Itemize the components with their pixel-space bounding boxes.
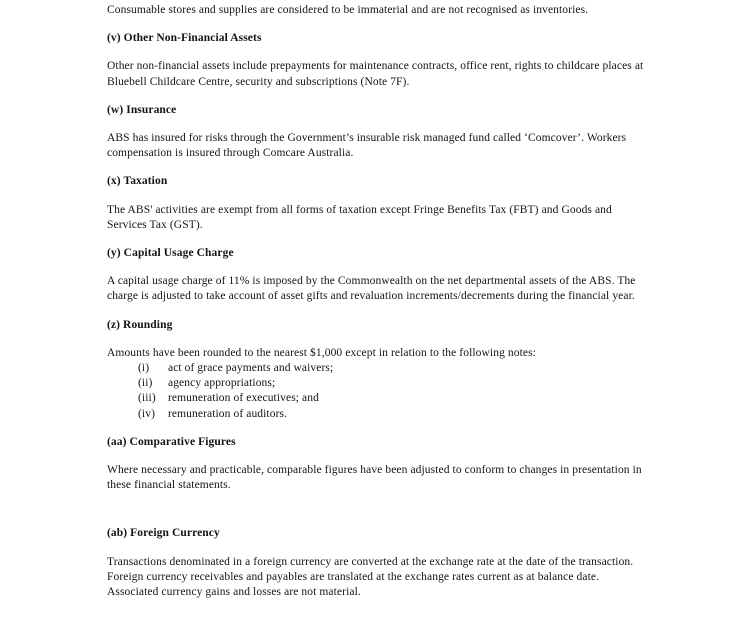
paragraph-rounding: Amounts have been rounded to the nearest $1,000 except in relation to the following notes: [107, 346, 536, 359]
section-heading-foreign-currency: (ab) Foreign Currency [107, 527, 220, 540]
section-heading-other-non-financial-assets: (v) Other Non-Financial Assets [107, 32, 262, 45]
paragraph-comparative-figures: Where necessary and practicable, comparable figures have been adjusted to conform to changes in presentation in these financial statements. [107, 464, 642, 492]
list-item-marker: (iii) [138, 392, 156, 405]
list-item [107, 376, 644, 391]
paragraph-other-non-financial-assets: Other non-financial assets include prepayments for maintenance contracts, office rent, rights to childcare places at Bluebell Childcare Centre, security and subscriptions (Note 7F). [107, 60, 644, 88]
section-heading-taxation: (x) Taxation [107, 175, 168, 188]
list-item-text: remuneration of auditors. [168, 407, 288, 420]
list-item-marker: (ii) [138, 377, 153, 390]
list-item-text: agency appropriations; [168, 377, 276, 390]
list-item-marker: (i) [138, 362, 150, 375]
paragraph-foreign-currency: Transactions denominated in a foreign currency are converted at the exchange rate at the date of the transaction. Foreign currency receivables and payables are translated at the exchange rates current as at balance date. Associated currency gains and losses are not material. [107, 555, 634, 599]
paragraph-consumable-stores: Consumable stores and supplies are considered to be immaterial and are not recognised as inventories. [107, 4, 589, 16]
section-heading-comparative-figures: (aa) Comparative Figures [107, 435, 236, 448]
section-heading-capital-usage-charge: (y) Capital Usage Charge [107, 247, 234, 260]
list-item [107, 391, 644, 406]
list-item-text: act of grace payments and waivers; [168, 362, 334, 375]
section-heading-rounding: (z) Rounding [107, 318, 173, 331]
list-item [107, 407, 644, 422]
rounding-notes-list [107, 361, 644, 422]
list-item-marker: (iv) [138, 407, 156, 420]
list-item-text: remuneration of executives; and [168, 392, 319, 405]
list-item [107, 361, 644, 376]
document-page [107, 3, 644, 600]
paragraph-capital-usage-charge: A capital usage charge of 11% is imposed by the Commonwealth on the net departmental assets of the ABS. The charge is adjusted to take account of asset gifts and revaluation increments/decrements during the financial year. [107, 275, 636, 303]
section-heading-insurance: (w) Insurance [107, 103, 177, 116]
paragraph-taxation: The ABS' activities are exempt from all forms of taxation except Fringe Benefits Tax (FBT) and Goods and Services Tax (GST). [107, 203, 612, 231]
paragraph-insurance: ABS has insured for risks through the Government’s insurable risk managed fund called ‘Comcover’. Workers compensation is insured through Comcare Australia. [107, 132, 627, 160]
